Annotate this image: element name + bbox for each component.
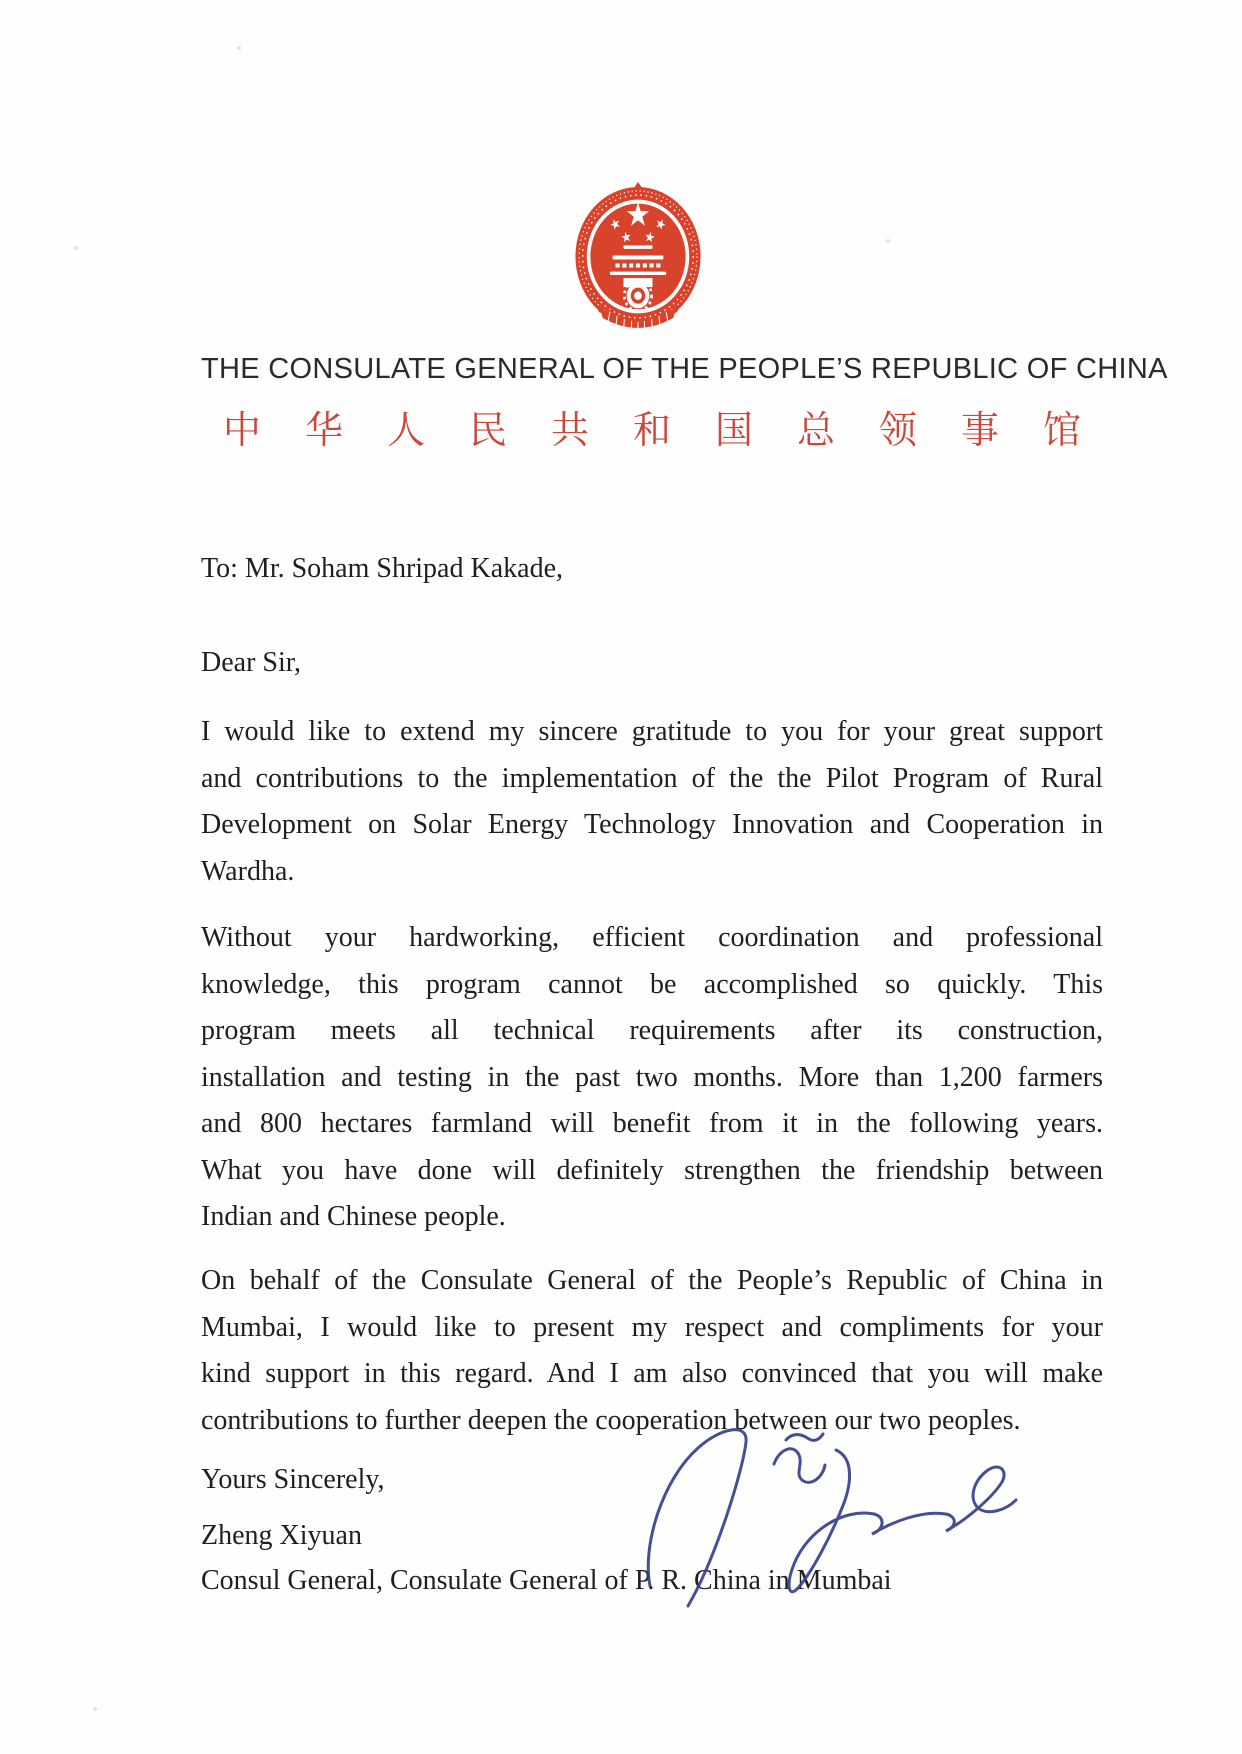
recipient-line: To: Mr. Soham Shripad Kakade,: [201, 553, 563, 584]
paragraph-line: and contributions to the implementation of the the Pilot Program of Rural: [201, 762, 1103, 794]
paragraph-line: Mumbai, I would like to present my respect and compliments for your: [201, 1311, 1103, 1343]
paragraph-3: [201, 1258, 1103, 1444]
scan-speck: [886, 239, 890, 243]
signer-name: Zheng Xiyuan: [201, 1520, 362, 1551]
letterhead-org-name-zh: 中华人民共和国总领事馆: [223, 410, 1126, 452]
paragraph-line: contributions to further deepen the cooperation between our two peoples.: [201, 1404, 1021, 1436]
paragraph-line: and 800 hectares farmland will benefit from it in the following years.: [201, 1108, 1103, 1139]
signer-title: Consul General, Consulate General of P. R. China in Mumbai: [201, 1565, 892, 1596]
paragraph-line: I would like to extend my sincere gratitude to you for your great support: [201, 716, 1103, 747]
closing-line: Yours Sincerely,: [201, 1464, 385, 1495]
paragraph-line: On behalf of the Consulate General of the People’s Republic of China in: [201, 1265, 1103, 1296]
paragraph-1: [201, 709, 1103, 895]
paragraph-line: installation and testing in the past two months. More than 1,200 farmers: [201, 1061, 1103, 1093]
paragraph-line: Without your hardworking, efficient coordination and professional: [201, 922, 1103, 953]
salutation: Dear Sir,: [201, 647, 301, 678]
china-national-emblem-icon: [570, 181, 706, 342]
paragraph-line: Indian and Chinese people.: [201, 1201, 506, 1232]
scan-speck: [237, 46, 241, 50]
scan-speck: [93, 1707, 97, 1711]
paragraph-line: Development on Solar Energy Technology Innovation and Cooperation in: [201, 809, 1103, 840]
paragraph-line: knowledge, this program cannot be accomplished so quickly. This: [201, 968, 1103, 1000]
paragraph-line: kind support in this regard. And I am also convinced that you will make: [201, 1358, 1103, 1389]
handwritten-signature: [640, 1418, 1020, 1613]
scan-speck: [74, 246, 78, 250]
letterhead-org-name-en: THE CONSULATE GENERAL OF THE PEOPLE’S REPUBLIC OF CHINA: [201, 353, 1168, 385]
paragraph-line: Wardha.: [201, 855, 295, 887]
paragraph-2: [201, 915, 1103, 1241]
paragraph-line: program meets all technical requirements after its construction,: [201, 1015, 1103, 1046]
paragraph-line: What you have done will definitely strengthen the friendship between: [201, 1154, 1103, 1186]
